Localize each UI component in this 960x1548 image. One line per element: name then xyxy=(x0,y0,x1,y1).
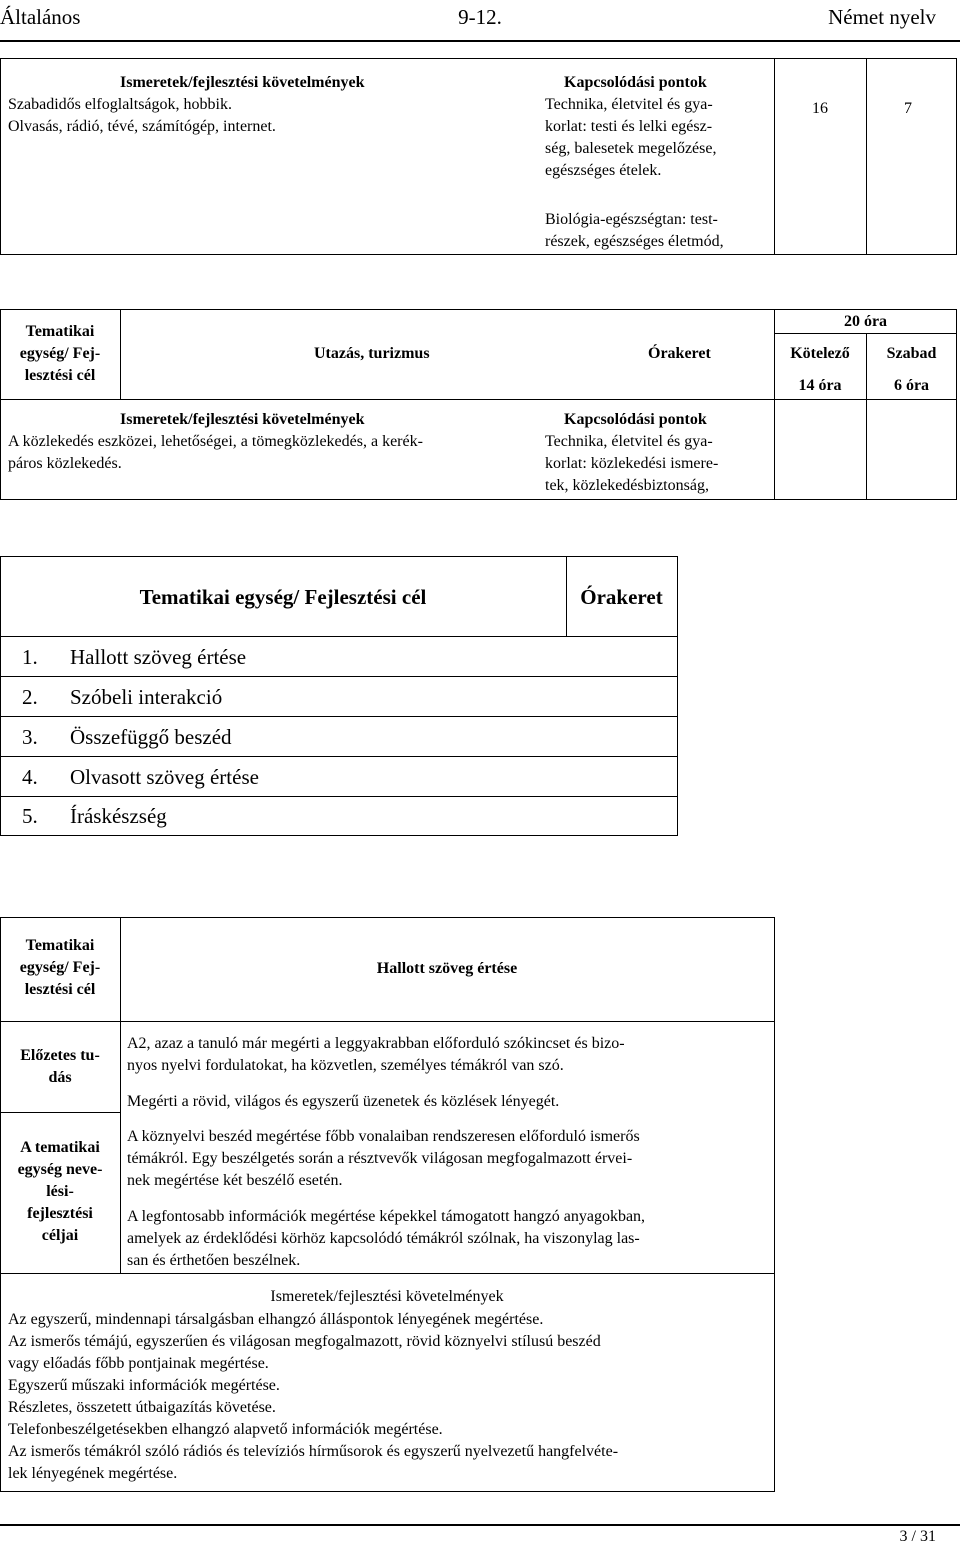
header-right: Német nyelv xyxy=(828,5,936,29)
block4-title: Hallott szöveg értése xyxy=(376,960,518,977)
footer-rule xyxy=(0,1524,960,1526)
header-center: 9-12. xyxy=(458,5,502,29)
list-item: 2. Szóbeli interakció xyxy=(22,685,223,709)
block1-hours-a: 16 xyxy=(812,100,828,117)
list-item: 5. Íráskészség xyxy=(22,804,167,828)
block2-szabad-value: 6 óra xyxy=(893,377,930,394)
block4-goals-label: A tematikai egység neve- lési- fejlesztési céljai xyxy=(17,1139,103,1244)
block2-szabad-label: Szabad xyxy=(886,345,937,362)
block2-title: Utazás, turizmus xyxy=(314,345,430,362)
block2-mid-text: Technika, életvitel és gya- korlat: közlekedési ismere- tek, közlekedésbiztonság, xyxy=(545,433,719,494)
block4-label: Tematikai egység/ Fej- lesztési cél xyxy=(19,937,101,998)
block2-total: 20 óra xyxy=(843,313,888,330)
list-item: 1. Hallott szöveg értése xyxy=(22,645,247,669)
block4-goals-text-1: A köznyelvi beszéd megértése főbb vonalaiban rendszeresen előforduló ismerős témákról. Egy beszélgetés során a résztvevők világosan megfogalmazott érvei- nek megértése két beszélő esetén. xyxy=(127,1128,640,1189)
block1-left-title: Ismeretek/fejlesztési követelmények xyxy=(120,74,365,91)
block3-header-left: Tematikai egység/ Fejlesztési cél xyxy=(139,585,427,609)
block3-header-right: Órakeret xyxy=(580,585,663,609)
block4-prior-text: A2, azaz a tanuló már megérti a leggyakrabban előforduló szókincset és bizo- nyos nyelvi fordulatokat, ha közvetlen, személyes témákról van szó. xyxy=(127,1035,625,1074)
list-item: 3. Összefüggő beszéd xyxy=(22,725,232,749)
block1-hours-b: 7 xyxy=(904,100,912,117)
block1-mid-text-1: Technika, életvitel és gya- korlat: testi és lelki egész- ség, balesetek megelőzése, egészséges ételek. xyxy=(545,96,717,179)
block1-left-line-2: Olvasás, rádió, tévé, számítógép, internet. xyxy=(8,118,276,135)
block4-prior-text-2: Megérti a rövid, világos és egyszerű üzenetek és közlések lényegét. xyxy=(127,1093,560,1110)
block2-left-text: A közlekedés eszközei, lehetőségei, a tömegközlekedés, a kerék- páros közlekedés. xyxy=(8,433,423,472)
block4-req-title: Ismeretek/fejlesztési követelmények xyxy=(270,1288,504,1305)
block4-req-text: Az egyszerű, mindennapi társalgásban elhangzó álláspontok lényegének megértése. Az ismerős témájú, egyszerűen és világosan megfogalmazott, rövid köznyelvi stílusú beszéd vagy előadás főbb pontjainak megértése. Egyszerű műszaki információk megértése. Részletes, összetett útbaigazítás követése. Telefonbeszélgetésekben elhangzó alapvető információk megértése. Az ismerős témákról szóló rádiós és televíziós hírműsorok és egyszerű nyelvezetű hangfelvéte- lek lényegének megértése. xyxy=(8,1311,619,1482)
block4-goals-text-2: A legfontosabb információk megértése képekkel támogatott hangzó anyagokban, amelyek az érdeklődési körhöz kapcsolódó témákról szólnak, ha viszonylag las- san és érthetően beszélnek. xyxy=(127,1208,646,1269)
block4-prior-label: Előzetes tu- dás xyxy=(20,1047,100,1086)
block2-mid-title: Kapcsolódási pontok xyxy=(564,411,707,428)
page-number: 3 / 31 xyxy=(899,1528,936,1545)
block2-label: Tematikai egység/ Fej- lesztési cél xyxy=(19,323,101,384)
block2-left-title: Ismeretek/fejlesztési követelmények xyxy=(120,411,365,428)
list-item: 4. Olvasott szöveg értése xyxy=(22,765,259,789)
block1-left-line-1: Szabadidős elfoglaltságok, hobbik. xyxy=(8,96,232,113)
block1-mid-title: Kapcsolódási pontok xyxy=(564,74,707,91)
header-left: Általános xyxy=(0,5,81,29)
block1-mid-text-2: Biológia-egészségtan: test- részek, egészséges életmód, xyxy=(545,211,724,250)
block2-kotelezo-value: 14 óra xyxy=(798,377,842,394)
block2-kotelezo-label: Kötelező xyxy=(790,345,850,362)
block2-orakeret: Órakeret xyxy=(648,345,711,362)
header-rule xyxy=(0,40,960,42)
